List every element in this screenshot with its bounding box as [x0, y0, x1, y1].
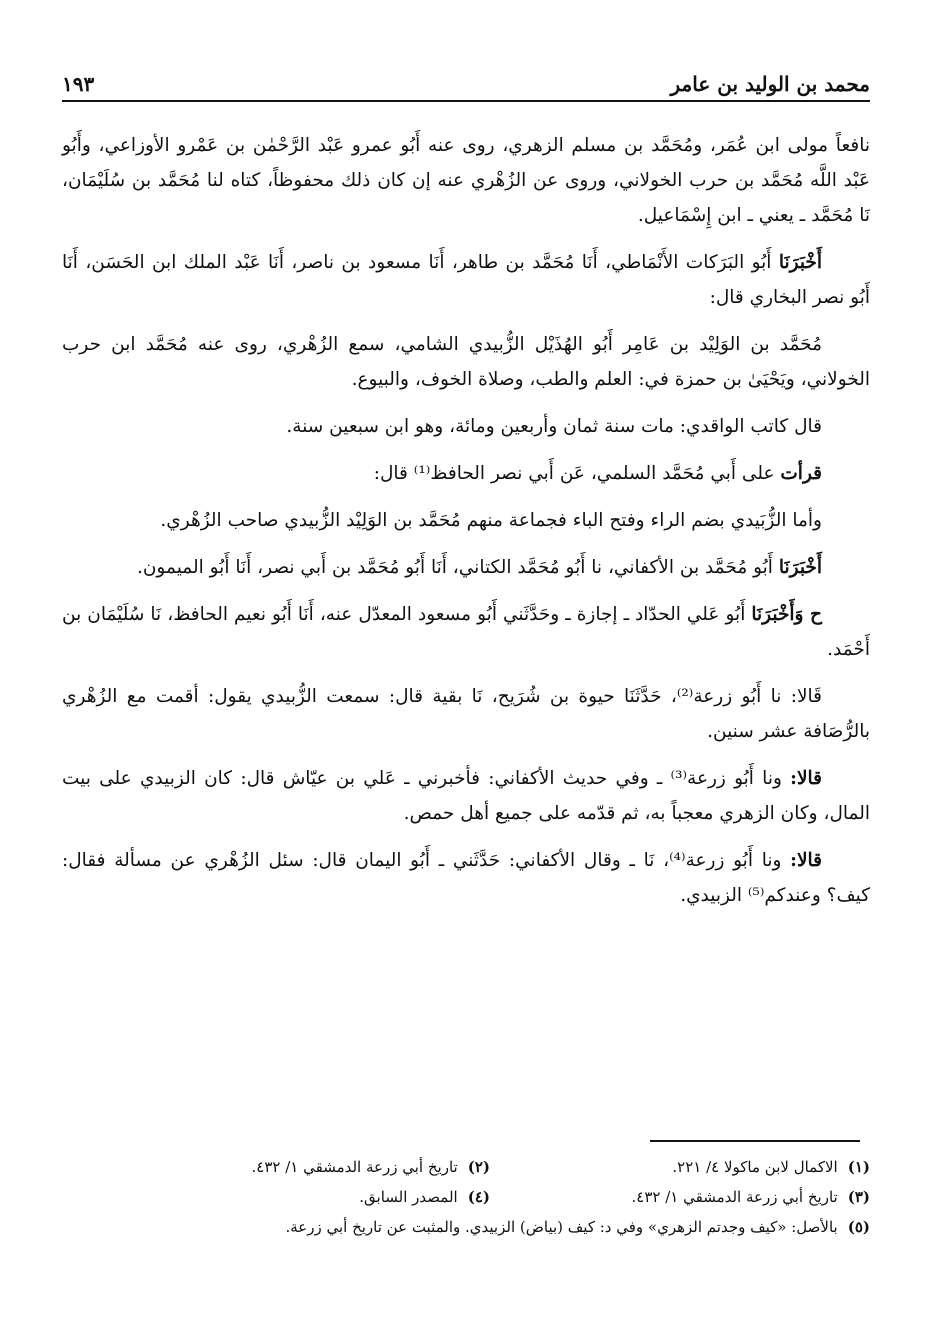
footnote-number: (٣) [847, 1188, 870, 1206]
paragraph-keyword: قالا: [790, 768, 823, 789]
paragraph [62, 409, 870, 444]
footnote-text: بالأصل: «كيف وجدتم الزهري» وفي د: كيف (بياض) الزبيدي. والمثبت عن تاريخ أبي زرعة. [285, 1218, 838, 1236]
footnote-row [110, 1182, 870, 1212]
footnote-rule [650, 1140, 860, 1142]
paragraph-keyword: قرأت [780, 463, 822, 484]
footnote-5 [285, 1212, 870, 1242]
paragraph [62, 679, 870, 749]
footnote-row [110, 1152, 870, 1182]
paragraph-text: ونا أَبُو زرعة⁽³⁾ ـ وفي حديث الأكفاني: فأخبرني ـ عَلي بن عيّاش قال: كان الزبيدي على بيت المال، وكان الزهري معجباً به، ثم قدّمه على جميع أهل حمص. [62, 768, 870, 824]
paragraph [62, 128, 870, 233]
paragraph-text: قَالا: نا أَبُو زرعة⁽²⁾، حَدَّثَنَا حيوة بن شُرَيح، نَا بقية قال: سمعت الزُّبيدي يقول: أقمت مع الزُهْري بالرُّصَافة عشر سنين. [62, 686, 870, 742]
page-number: ١٩٣ [62, 72, 95, 96]
footnotes [110, 1152, 870, 1242]
paragraph-text: ونا أَبُو زرعة⁽⁴⁾، نَا ـ وقال الأكفاني: حَدَّثَني ـ أَبُو اليمان قال: سئل الزُهْري عن مسألة فقال: كيف؟ وعندكم⁽⁵⁾ الزبيدي. [62, 850, 870, 906]
footnote-2 [110, 1152, 490, 1182]
paragraph [62, 456, 870, 491]
footnote-text: الاكمال لابن ماكولا ٤/ ٢٢١. [672, 1158, 838, 1176]
paragraph-text: أَبُو مُحَمَّد بن الأكفاني، نا أَبُو مُحَمَّد الكتاني، أَنَا أَبُو مُحَمَّد بن أَبي نصر، أَنَا أَبُو الميمون. [136, 557, 779, 578]
footnote-text: تاريخ أبي زرعة الدمشقي ١/ ٤٣٢. [251, 1158, 458, 1176]
paragraph-text: نافعاً مولى ابن عُمَر، ومُحَمَّد بن مسلم الزهري، روى عنه أَبُو عمرو عَبْد الرَّحْمٰن بن عَمْرو الأوزاعي، وأَبُو عَبْد اللَّه مُحَمَّد بن حرب الخولاني، وروى عن الزُهْري عنه إن كان ذلك محفوظاً، كتاه لنا مُحَمَّد بن سُلَيْمَان، نَا مُحَمَّد ـ يعني ـ ابن إِسْمَاعيل. [62, 135, 870, 226]
paragraph [62, 503, 870, 538]
paragraph-text: على أَبي مُحَمَّد السلمي، عَن أَبي نصر الحافظ⁽¹⁾ قال: [373, 463, 781, 484]
footnote-4 [110, 1182, 490, 1212]
footnote-number: (٤) [467, 1188, 490, 1206]
paragraph [62, 245, 870, 315]
paragraph-keyword: ح وَأَخْبَرَنَا [751, 604, 822, 625]
page-header [62, 62, 870, 96]
paragraph-text: أَبُو عَلي الحدّاد ـ إجازة ـ وحَدَّثَني أَبُو مسعود المعدّل عنه، أَنَا أَبُو نعيم الحافظ، نَا سُلَيْمَان بن أَحْمَد. [62, 604, 870, 660]
paragraph [62, 327, 870, 397]
running-title: محمد بن الوليد بن عامر [670, 72, 870, 96]
footnote-3 [490, 1182, 870, 1212]
footnote-text: المصدر السابق. [359, 1188, 458, 1206]
footnote-text: تاريخ أبي زرعة الدمشقي ١/ ٤٣٢. [631, 1188, 838, 1206]
footnote-row [110, 1212, 870, 1242]
footnote-number: (١) [847, 1158, 870, 1176]
paragraph [62, 597, 870, 667]
paragraph-keyword: قالا: [790, 850, 822, 871]
header-rule [62, 100, 870, 102]
footnote-number: (٥) [847, 1218, 870, 1236]
paragraph [62, 761, 870, 831]
paragraph-keyword: أَخْبَرَنَا [778, 557, 822, 578]
main-text [62, 128, 870, 925]
footnote-number: (٢) [467, 1158, 490, 1176]
footnote-1 [490, 1152, 870, 1182]
paragraph [62, 843, 870, 913]
paragraph-text: قال كاتب الواقدي: مات سنة ثمان وأربعين ومائة، وهو ابن سبعين سنة. [286, 416, 822, 437]
paragraph-text: أَبُو البَرَكات الأَنْمَاطي، أَنَا مُحَمَّد بن طاهر، أَنَا مسعود بن ناصر، أَنَا عَبْد الملك ابن الحَسَن، أَنَا أَبُو نصر البخاري قال: [62, 252, 870, 308]
paragraph-keyword: أَخْبَرَنَا [778, 252, 822, 273]
paragraph-text: وأما الزُّبَيدي بضم الراء وفتح الباء فجماعة منهم مُحَمَّد بن الوَلِيْد الزُّبيدي صاحب الزُهْري. [160, 510, 822, 531]
paragraph-text: مُحَمَّد بن الوَلِيْد بن عَامِر أَبُو الهُذَيْل الزُّبيدي الشامي، سمع الزُهْري، روى عنه مُحَمَّد ابن حرب الخولاني، ويَحْيَىٰ بن حمزة في: العلم والطب، وصلاة الخوف، والبيوع. [62, 334, 870, 390]
paragraph [62, 550, 870, 585]
